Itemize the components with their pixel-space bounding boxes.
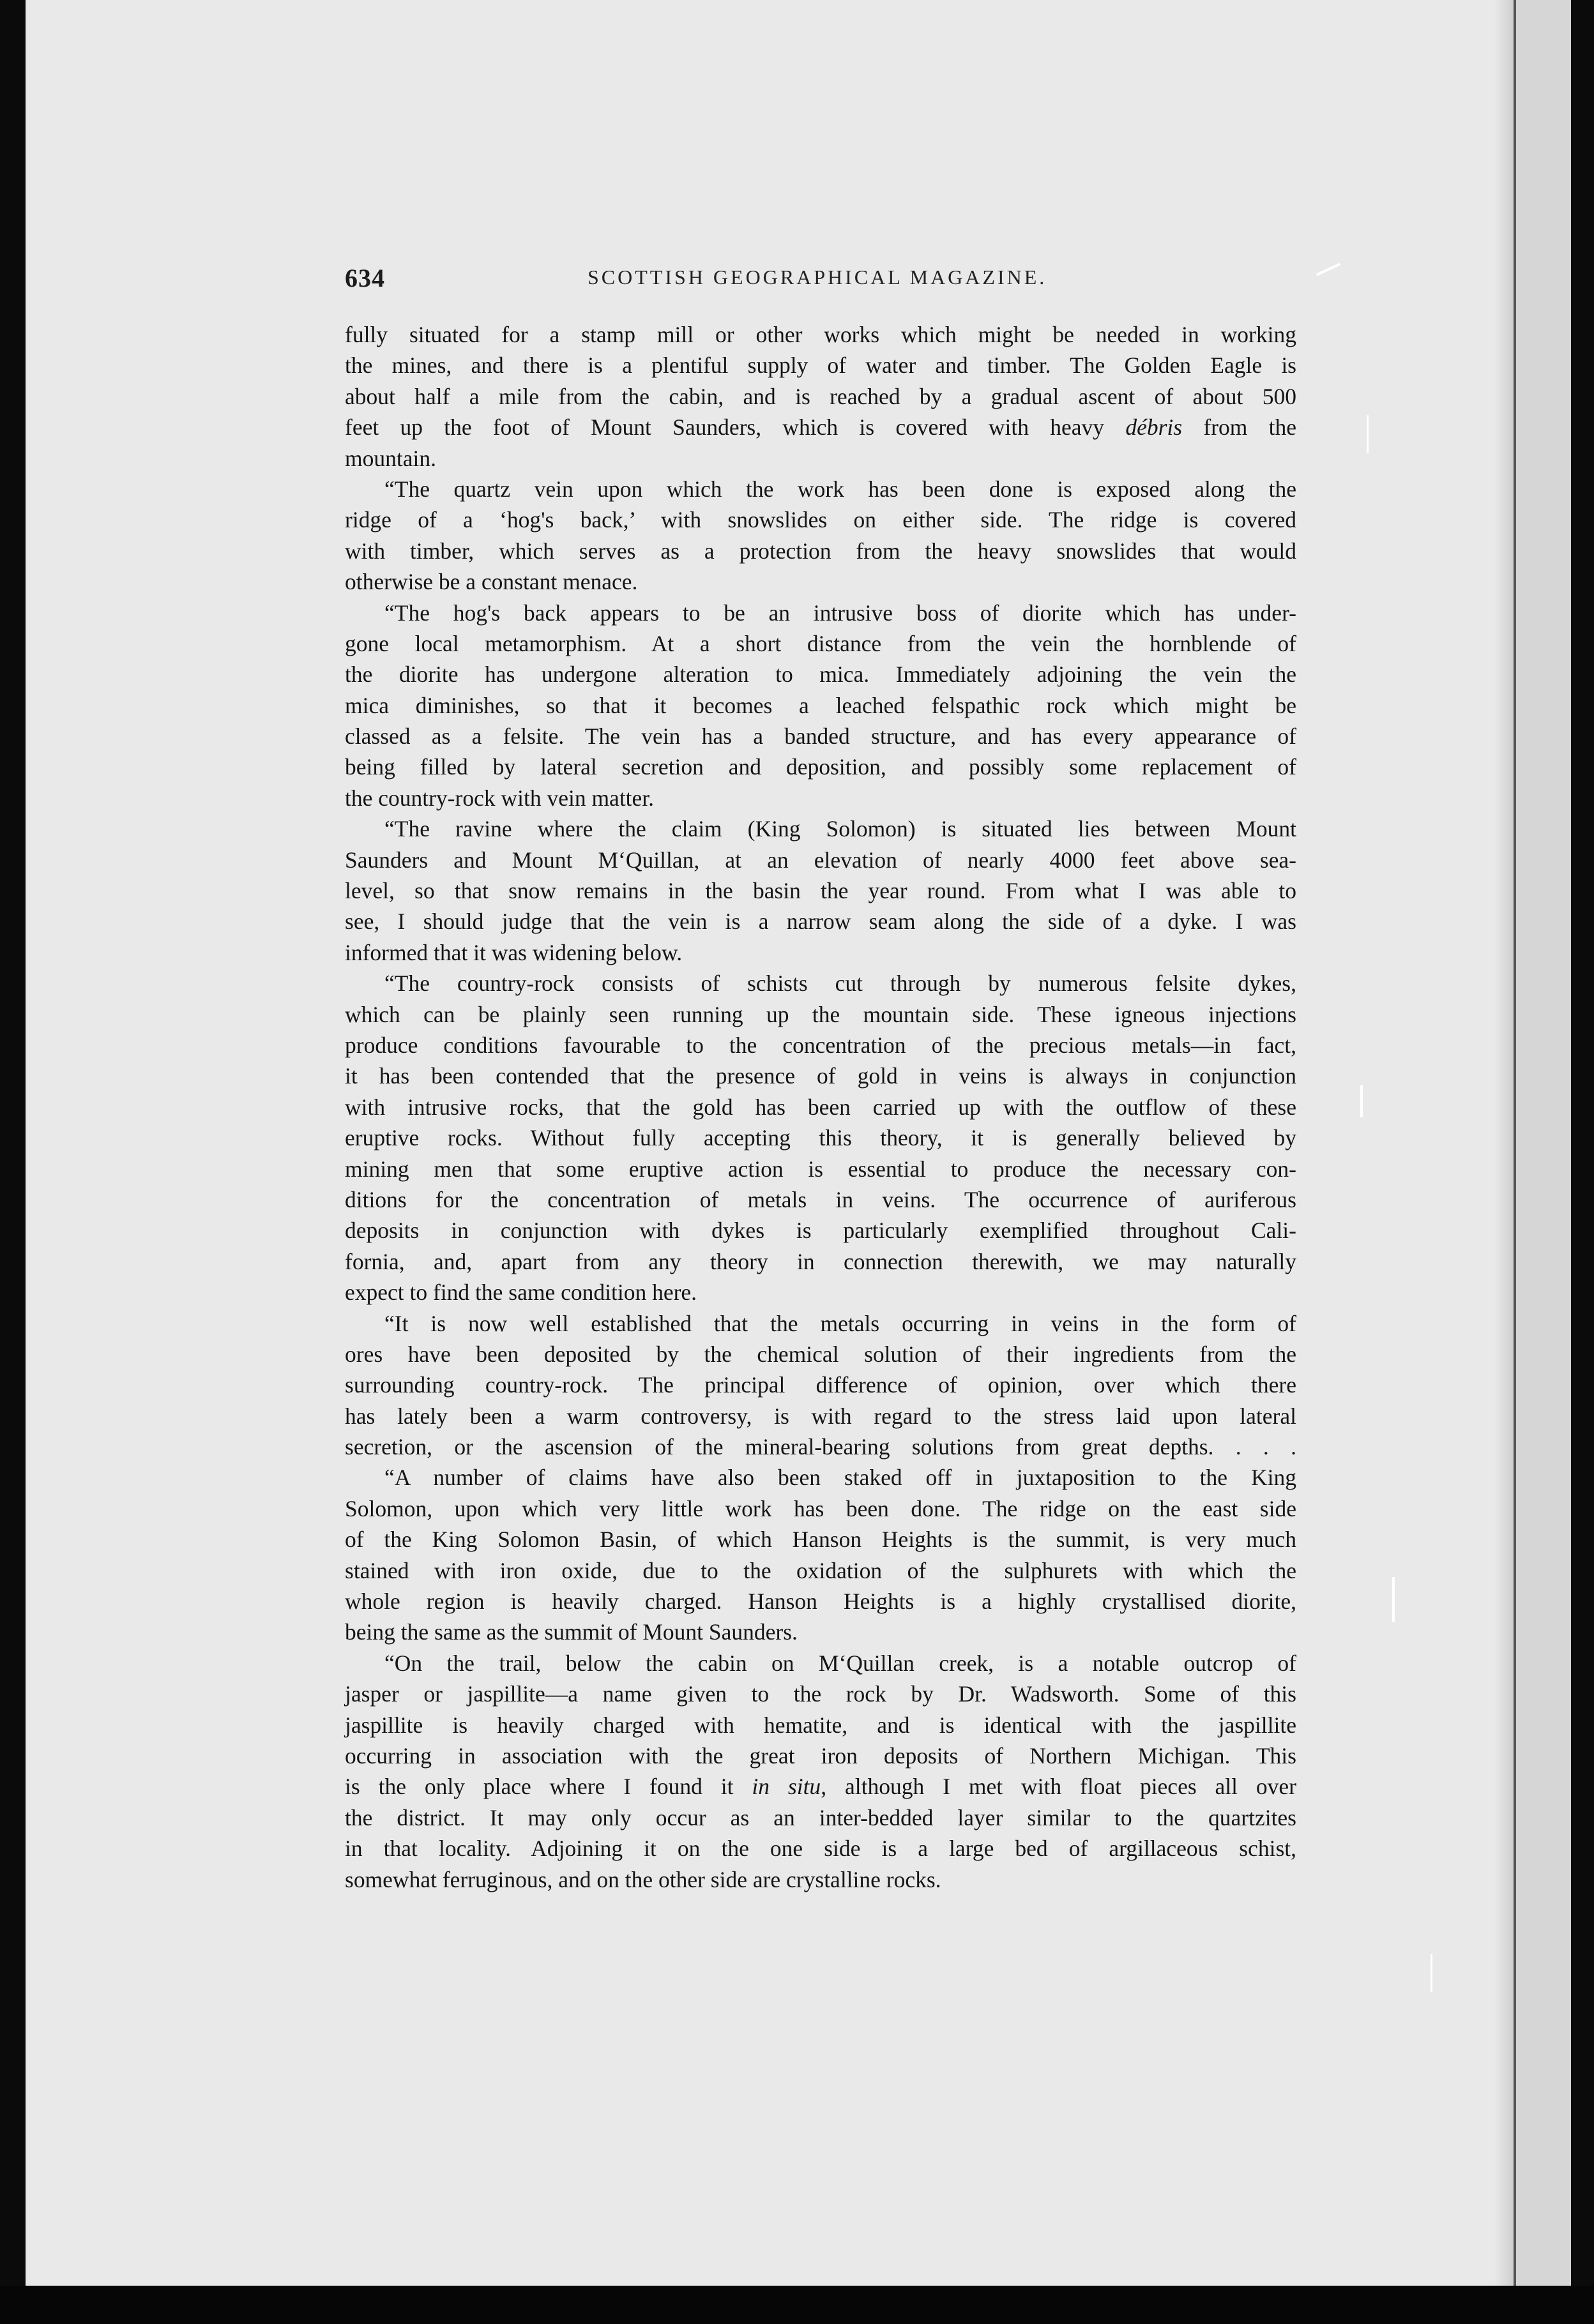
text-line: being the same as the summit of Mount Saunders. — [345, 1619, 798, 1645]
text-line: level, so that snow remains in the basin the year round. From what I was able to — [345, 878, 1296, 904]
scan-border-bottom — [0, 2286, 1594, 2324]
text-line: being filled by lateral secretion and deposition, and possibly some replacement of — [345, 754, 1296, 780]
text-line: mica diminishes, so that it becomes a leached felspathic rock which might be — [345, 692, 1296, 718]
page-number: 634 — [345, 264, 385, 292]
text-line: whole region is heavily charged. Hanson Heights is a highly crystallised diorite, — [345, 1588, 1296, 1615]
text-line: the country-rock with vein matter. — [345, 785, 655, 811]
page-header — [345, 263, 1303, 301]
text-line: classed as a felsite. The vein has a banded structure, and has every appearance of — [345, 723, 1296, 750]
text-line: “A number of claims have also been staked off in juxtaposition to the King — [384, 1465, 1296, 1491]
text-line: fornia, and, apart from any theory in connection therewith, we may naturally — [345, 1248, 1296, 1274]
scan-border-right — [1571, 0, 1594, 2324]
page-fold-shadow — [1494, 0, 1514, 2286]
text-line: gone local metamorphism. At a short distance from the vein the hornblende of — [345, 630, 1296, 656]
text-line: produce conditions favourable to the concentration of the precious metals—in fact, — [345, 1032, 1296, 1058]
scan-speck — [1316, 263, 1340, 276]
text-line: ditions for the concentration of metals in veins. The occurrence of auriferous — [345, 1186, 1296, 1212]
text-line: expect to find the same condition here. — [345, 1279, 697, 1306]
scan-speck — [1360, 1085, 1363, 1117]
text-line: surrounding country-rock. The principal difference of opinion, over which there — [345, 1372, 1296, 1398]
text-line: is the only place where I found it in situ, although I met with float pieces all over — [345, 1774, 1297, 1800]
text-line: “On the trail, below the cabin on M‘Quillan creek, is a notable outcrop of — [384, 1650, 1296, 1676]
text-line: Solomon, upon which very little work has been done. The ridge on the east side — [345, 1495, 1296, 1521]
text-line: secretion, or the ascension of the mineral-bearing solutions from great depths. . . . — [345, 1434, 1296, 1460]
text-line: deposits in conjunction with dykes is particularly exemplified throughout Cali- — [345, 1218, 1296, 1244]
text-line: the mines, and there is a plentiful supply of water and timber. The Golden Eagle is — [345, 352, 1296, 379]
scan-speck — [1367, 415, 1369, 453]
text-line: jaspillite is heavily charged with hematite, and is identical with the jaspillite — [345, 1712, 1296, 1738]
text-line: the diorite has undergone alteration to mica. Immediately adjoining the vein the — [345, 661, 1296, 688]
running-head: SCOTTISH GEOGRAPHICAL MAGAZINE. — [588, 266, 1047, 289]
text-line: stained with iron oxide, due to the oxidation of the sulphurets with which the — [345, 1557, 1296, 1583]
text-line: which can be plainly seen running up the mountain side. These igneous injections — [345, 1001, 1296, 1027]
text-line: about half a mile from the cabin, and is reached by a gradual ascent of about 500 — [345, 383, 1296, 409]
text-line: mining men that some eruptive action is essential to produce the necessary con- — [345, 1156, 1296, 1182]
text-line: informed that it was widening below. — [345, 939, 683, 965]
text-line: occurring in association with the great iron deposits of Northern Michigan. This — [345, 1742, 1296, 1769]
text-line: otherwise be a constant menace. — [345, 569, 638, 595]
text-line: with timber, which serves as a protection from the heavy snowslides that would — [345, 538, 1296, 564]
text-line: eruptive rocks. Without fully accepting this theory, it is generally believed by — [345, 1125, 1296, 1151]
body-text — [345, 319, 1296, 1895]
text-line: the district. It may only occur as an inter-bedded layer similar to the quartzites — [345, 1804, 1296, 1830]
text-line: “The ravine where the claim (King Solomon) is situated lies between Mount — [384, 816, 1296, 842]
text-line: feet up the foot of Mount Saunders, which is covered with heavy débris from the — [345, 414, 1296, 441]
scan-speck — [1431, 1954, 1432, 1992]
text-line: in that locality. Adjoining it on the one side is a large bed of argillaceous schist, — [345, 1836, 1296, 1862]
text-line: ridge of a ‘hog's back,’ with snowslides on either side. The ridge is covered — [345, 507, 1296, 533]
text-line: “The quartz vein upon which the work has been done is exposed along the — [384, 476, 1296, 502]
text-line: Saunders and Mount M‘Quillan, at an elevation of nearly 4000 feet above sea- — [345, 847, 1296, 873]
scan-speck — [1392, 1577, 1395, 1622]
text-line: “The country-rock consists of schists cut through by numerous felsite dykes, — [384, 970, 1296, 997]
text-line: of the King Solomon Basin, of which Hanson Heights is the summit, is very much — [345, 1527, 1296, 1553]
text-line: fully situated for a stamp mill or other works which might be needed in working — [345, 322, 1296, 347]
text-line: ores have been deposited by the chemical solution of their ingredients from the — [345, 1341, 1296, 1367]
text-line: “It is now well established that the metals occurring in veins in the form of — [384, 1310, 1296, 1336]
scan-border-left — [0, 0, 26, 2324]
text-line: mountain. — [345, 445, 436, 471]
text-line: with intrusive rocks, that the gold has been carried up with the outflow of these — [345, 1094, 1296, 1120]
text-line: somewhat ferruginous, and on the other side are crystalline rocks. — [345, 1866, 941, 1892]
text-line: jasper or jaspillite—a name given to the rock by Dr. Wadsworth. Some of this — [345, 1681, 1296, 1707]
text-line: it has been contended that the presence of gold in veins is always in conjunction — [345, 1063, 1296, 1089]
text-line: “The hog's back appears to be an intrusive boss of diorite which has under- — [384, 600, 1296, 626]
text-line: see, I should judge that the vein is a narrow seam along the side of a dyke. I was — [345, 909, 1296, 935]
text-line: has lately been a warm controversy, is with regard to the stress laid upon lateral — [345, 1403, 1296, 1429]
